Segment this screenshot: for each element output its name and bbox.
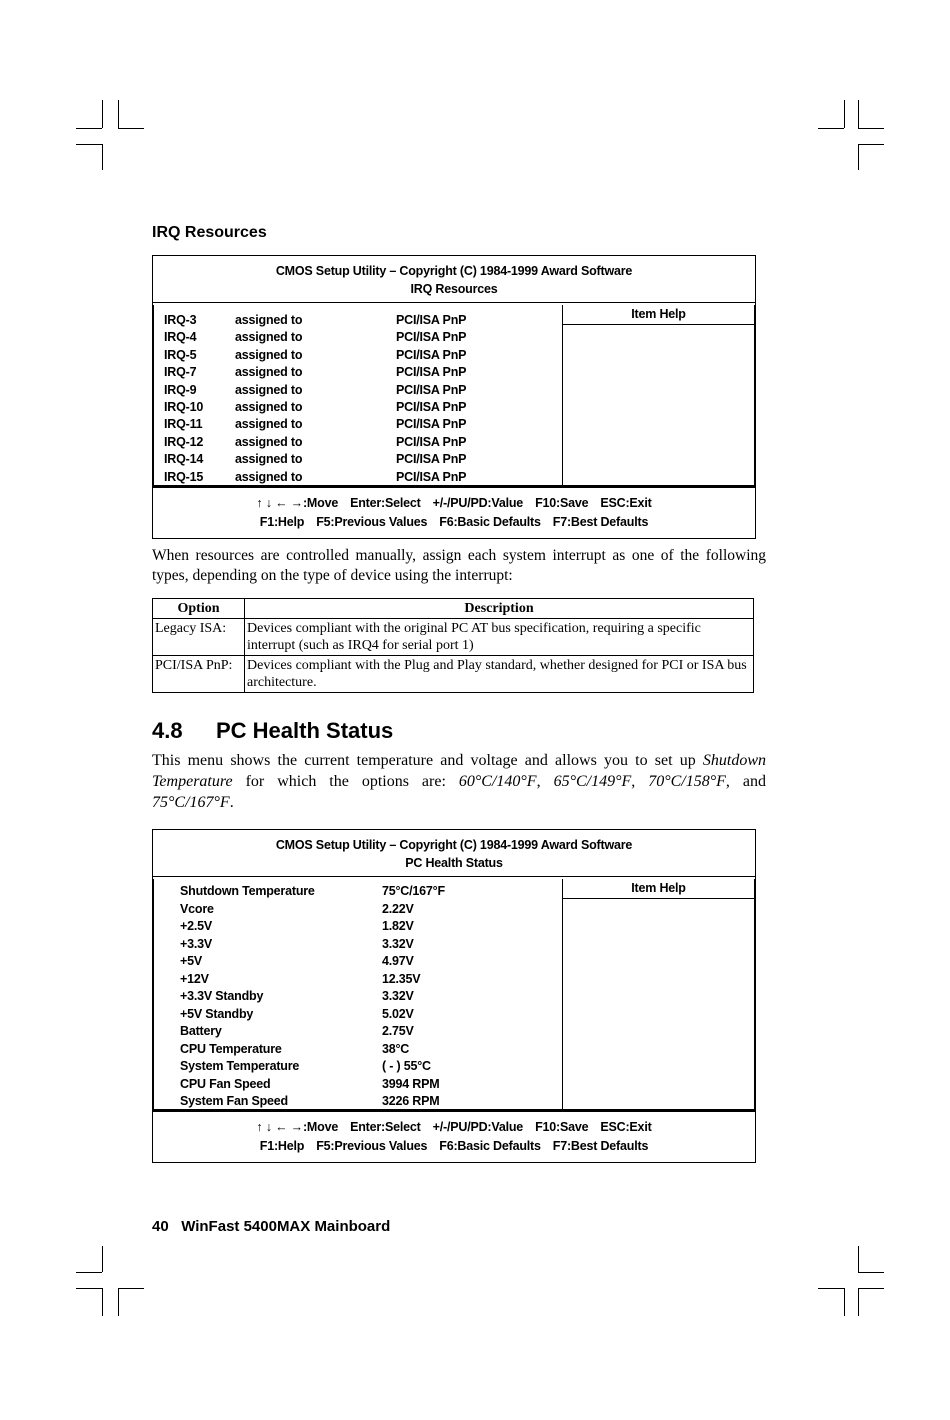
irq-number: IRQ-5	[164, 347, 197, 362]
exit-key: ESC:Exit	[600, 496, 652, 510]
irq-number: IRQ-11	[164, 417, 203, 432]
bios-key-legend	[153, 487, 755, 538]
health-item-value: 2.22V	[382, 901, 414, 916]
irq-assignment-value[interactable]: PCI/ISA PnP	[396, 400, 467, 414]
key-legend-line-2	[153, 513, 755, 532]
bios-body	[152, 305, 756, 487]
irq-number: IRQ-7	[164, 365, 197, 380]
health-item-label: Battery	[180, 1024, 222, 1038]
health-item-value: 2.75V	[382, 1024, 414, 1038]
bios-title: CMOS Setup Utility – Copyright (C) 1984-1999 Award Software	[275, 838, 633, 852]
basic-defaults-key: F6:Basic Defaults	[439, 515, 541, 529]
move-key: :Move	[302, 1120, 339, 1134]
paragraph-text: This menu shows the current temperature and voltage and allows you to set up	[152, 752, 703, 769]
crop-mark	[118, 1288, 144, 1289]
health-item-label: System Fan Speed	[180, 1094, 288, 1108]
irq-number: IRQ-10	[164, 400, 204, 414]
irq-assigned-label: assigned to	[235, 452, 303, 467]
best-defaults-key: F7:Best Defaults	[552, 515, 649, 529]
irq-assigned-label: assigned to	[235, 382, 303, 397]
irq-assigned-label: assigned to	[235, 400, 303, 414]
irq-assignment-value[interactable]: PCI/ISA PnP	[396, 347, 467, 362]
bios-body	[152, 879, 756, 1111]
page-number: 40	[152, 1218, 169, 1235]
section-title: PC Health Status	[216, 718, 394, 743]
irq-number: IRQ-3	[164, 313, 197, 327]
irq-number: IRQ-15	[164, 469, 204, 484]
health-item-value: 38°C	[382, 1041, 410, 1056]
health-item-label: +3.3V	[180, 936, 213, 951]
crop-mark	[118, 1288, 119, 1316]
health-item-label: CPU Fan Speed	[180, 1076, 271, 1091]
paragraph-text: , and	[725, 773, 767, 790]
document-title: WinFast 5400MAX Mainboard	[181, 1218, 391, 1235]
temperature-option: 70°C/158°F	[648, 773, 726, 790]
crop-mark	[76, 128, 102, 129]
health-description-paragraph	[152, 750, 766, 813]
basic-defaults-key: F6:Basic Defaults	[439, 1139, 541, 1153]
irq-number: IRQ-4	[164, 330, 197, 345]
arrow-keys-icon: ↑ ↓ ← →	[256, 496, 303, 510]
health-item-value: 4.97V	[382, 954, 414, 968]
value-key: +/-/PU/PD:Value	[432, 1120, 524, 1134]
crop-mark	[118, 128, 144, 129]
temperature-option: 60°C/140°F	[458, 773, 537, 790]
option-cell: PCI/ISA PnP:	[153, 656, 245, 693]
option-cell: Legacy ISA:	[153, 619, 245, 656]
health-item-label: +5V	[180, 954, 202, 968]
irq-assignment-value[interactable]: PCI/ISA PnP	[396, 417, 467, 432]
arrow-keys-icon: ↑ ↓ ← →	[256, 1120, 303, 1134]
irq-assigned-label: assigned to	[235, 330, 303, 345]
save-key: F10:Save	[535, 1120, 589, 1134]
crop-mark	[858, 1272, 884, 1273]
crop-mark	[844, 100, 845, 128]
bios-title: CMOS Setup Utility – Copyright (C) 1984-1999 Award Software	[275, 264, 633, 278]
health-item-label: +12V	[180, 971, 209, 986]
bios-subtitle: PC Health Status	[405, 856, 503, 870]
health-item-label: Shutdown Temperature	[180, 884, 315, 898]
option-table	[152, 598, 754, 693]
irq-assignment-value[interactable]: PCI/ISA PnP	[396, 434, 467, 449]
crop-mark	[102, 1246, 103, 1272]
table-row	[153, 619, 754, 656]
crop-mark	[76, 144, 102, 145]
item-help-title: Item Help	[563, 879, 754, 899]
key-legend-line-1	[153, 1118, 755, 1137]
health-item-label: +2.5V	[180, 919, 213, 933]
bios-key-legend	[153, 1111, 755, 1162]
crop-mark	[858, 1246, 859, 1272]
help-key: F1:Help	[259, 515, 305, 529]
description-column-header: Description	[245, 599, 754, 619]
irq-assigned-label: assigned to	[235, 417, 303, 432]
irq-bios-screen	[152, 255, 756, 539]
bios-header	[153, 256, 755, 303]
irq-assignment-value[interactable]: PCI/ISA PnP	[396, 469, 467, 484]
crop-mark	[858, 1288, 859, 1316]
irq-assignment-value[interactable]: PCI/ISA PnP	[396, 452, 467, 467]
bios-subtitle: IRQ Resources	[410, 282, 498, 296]
irq-assigned-label: assigned to	[235, 347, 303, 362]
irq-assignment-value[interactable]: PCI/ISA PnP	[396, 313, 467, 327]
move-key: :Move	[302, 496, 339, 510]
item-help-title: Item Help	[563, 305, 754, 325]
health-item-label: +3.3V Standby	[180, 989, 264, 1003]
health-item-value: 3994 RPM	[382, 1076, 440, 1091]
crop-mark	[858, 144, 859, 170]
health-list	[154, 879, 564, 1109]
key-legend-line-1	[153, 494, 755, 513]
health-item-label: CPU Temperature	[180, 1041, 282, 1056]
page-footer	[152, 1218, 390, 1235]
key-legend-line-2	[153, 1137, 755, 1156]
previous-values-key: F5:Previous Values	[316, 1139, 428, 1153]
enter-key: Enter:Select	[350, 496, 421, 510]
health-item-value: 5.02V	[382, 1006, 414, 1021]
paragraph-text: .	[229, 794, 234, 811]
health-item-label: +5V Standby	[180, 1006, 254, 1021]
irq-assignment-value[interactable]: PCI/ISA PnP	[396, 382, 467, 397]
description-cell: Devices compliant with the Plug and Play standard, whether designed for PCI or ISA bus architecture.	[245, 656, 754, 693]
option-column-header: Option	[153, 599, 245, 619]
temperature-option: 75°C/167°F	[152, 794, 230, 811]
health-item-value: 12.35V	[382, 971, 421, 986]
irq-description-paragraph: When resources are controlled manually, assign each system interrupt as one of the following types, depending on the type of device using the interrupt:	[152, 547, 766, 584]
health-item-value: ( - ) 55°C	[382, 1059, 431, 1073]
crop-mark	[102, 100, 103, 128]
table-row	[153, 656, 754, 693]
crop-mark	[76, 1272, 102, 1273]
health-item-label: Vcore	[180, 901, 214, 916]
crop-mark	[858, 100, 859, 128]
paragraph-text: for which the options are:	[232, 773, 459, 790]
irq-assigned-label: assigned to	[235, 469, 303, 484]
crop-mark	[102, 144, 103, 170]
paragraph-text: ,	[536, 773, 554, 790]
crop-mark	[858, 1288, 884, 1289]
description-cell: Devices compliant with the original PC AT bus specification, requiring a specific interrupt (such as IRQ4 for serial port 1)	[245, 619, 754, 656]
paragraph-text: ,	[631, 773, 649, 790]
temperature-option: 65°C/149°F	[553, 773, 632, 790]
previous-values-key: F5:Previous Values	[316, 515, 428, 529]
irq-number: IRQ-12	[164, 434, 204, 449]
irq-assignment-value[interactable]: PCI/ISA PnP	[396, 330, 467, 345]
irq-assigned-label: assigned to	[235, 365, 303, 380]
bios-header	[153, 830, 755, 877]
irq-assigned-label: assigned to	[235, 434, 303, 449]
item-help-panel	[562, 305, 754, 485]
crop-mark	[818, 128, 844, 129]
crop-mark	[102, 1288, 103, 1316]
health-item-value: 3.32V	[382, 989, 414, 1003]
crop-mark	[858, 144, 884, 145]
irq-assigned-label: assigned to	[235, 313, 303, 327]
paragraph-emphasis: Shutdown Temperature	[152, 752, 766, 790]
section-heading	[152, 718, 393, 744]
irq-number: IRQ-9	[164, 382, 197, 397]
section-number: 4.8	[152, 718, 183, 743]
crop-mark	[844, 1288, 845, 1316]
exit-key: ESC:Exit	[600, 1120, 652, 1134]
health-item-value: 3.32V	[382, 936, 414, 951]
crop-mark	[76, 1288, 102, 1289]
best-defaults-key: F7:Best Defaults	[552, 1139, 649, 1153]
health-item-value: 3226 RPM	[382, 1094, 440, 1108]
irq-list	[154, 305, 564, 485]
save-key: F10:Save	[535, 496, 589, 510]
crop-mark	[818, 1288, 844, 1289]
enter-key: Enter:Select	[350, 1120, 421, 1134]
value-key: +/-/PU/PD:Value	[432, 496, 524, 510]
help-key: F1:Help	[259, 1139, 305, 1153]
health-item-label: System Temperature	[180, 1059, 300, 1073]
crop-mark	[858, 128, 884, 129]
health-bios-screen	[152, 829, 756, 1163]
health-item-value: 1.82V	[382, 919, 414, 933]
item-help-panel	[562, 879, 754, 1109]
irq-resources-heading: IRQ Resources	[152, 224, 267, 241]
table-header-row	[153, 599, 754, 619]
irq-number: IRQ-14	[164, 452, 204, 467]
crop-mark	[118, 100, 119, 128]
health-item-value[interactable]: 75°C/167°F	[382, 884, 445, 898]
irq-assignment-value[interactable]: PCI/ISA PnP	[396, 365, 467, 380]
